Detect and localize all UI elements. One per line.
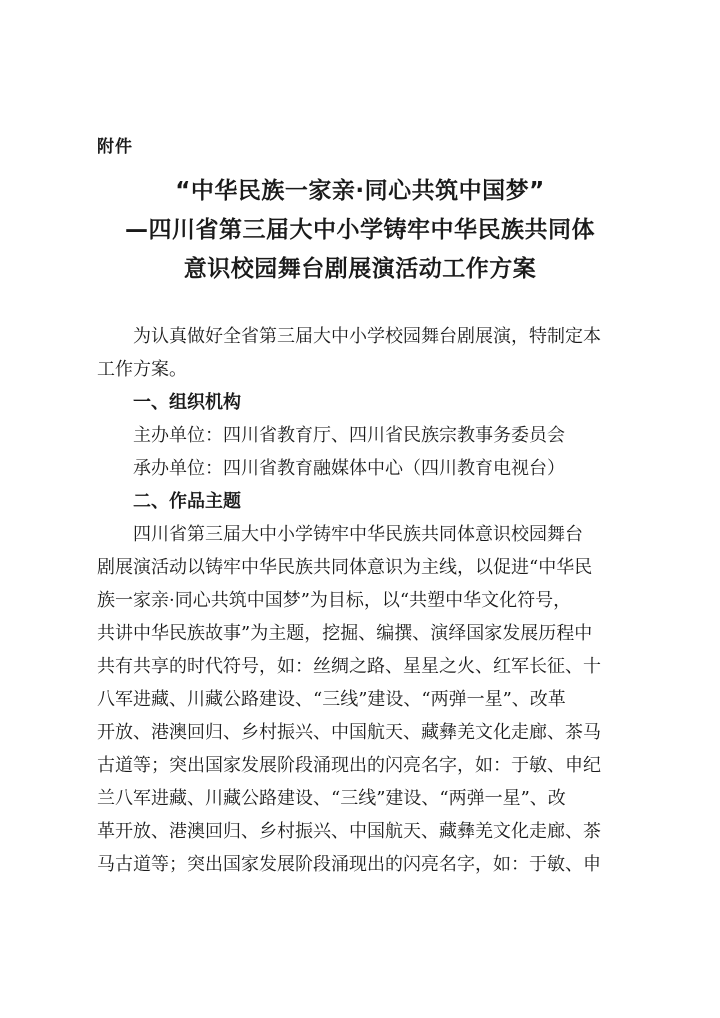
theme-paragraph-line: 兰八军进藏、川藏公路建设、“三线”建设、“两弹一星”、改 (97, 788, 566, 809)
attachment-label: 附件 (97, 137, 133, 157)
intro-line-1: 为认真做好全省第三届大中小学校园舞台剧展演，特制定本 (133, 326, 601, 347)
title-line-2: —四川省第三届大中小学铸牢中华民族共同体 (125, 217, 595, 243)
section-heading-organization: 一、组织机构 (133, 392, 241, 413)
theme-paragraph-line: 古道等；突出国家发展阶段涌现出的闪亮名字，如：于敏、申纪 (97, 755, 601, 776)
section-heading-theme: 二、作品主题 (133, 491, 241, 512)
theme-paragraph-line: 开放、港澳回归、乡村振兴、中国航天、藏彝羌文化走廊、茶马 (97, 722, 601, 743)
intro-line-2: 工作方案。 (97, 359, 187, 380)
host-unit: 主办单位：四川省教育厅、四川省民族宗教事务委员会 (133, 425, 565, 446)
theme-paragraph-line: 族一家亲·同心共筑中国梦”为目标，以“共塑中华文化符号， (97, 590, 572, 611)
title-line-3: 意识校园舞台剧展演活动工作方案 (183, 256, 537, 282)
organizer-unit: 承办单位：四川省教育融媒体中心（四川教育电视台） (133, 458, 565, 479)
theme-paragraph-line: 剧展演活动以铸牢中华民族共同体意识为主线，以促进“中华民 (97, 557, 593, 578)
theme-paragraph-line: 马古道等；突出国家发展阶段涌现出的闪亮名字，如：于敏、申 (97, 854, 601, 875)
theme-paragraph-line: 八军进藏、川藏公路建设、“三线”建设、“两弹一星”、改革 (97, 689, 566, 710)
theme-paragraph-line: 革开放、港澳回归、乡村振兴、中国航天、藏彝羌文化走廊、茶 (97, 821, 601, 842)
theme-paragraph-line: 共有共享的时代符号，如：丝绸之路、星星之火、红军长征、十 (97, 656, 601, 677)
document-body (97, 320, 637, 881)
theme-paragraph-line: 共讲中华民族故事”为主题，挖掘、编撰、演绎国家发展历程中 (97, 623, 593, 644)
title-line-1: “中华民族一家亲·同心共筑中国梦” (175, 178, 545, 204)
theme-paragraph-line: 四川省第三届大中小学铸牢中华民族共同体意识校园舞台 (133, 524, 583, 545)
